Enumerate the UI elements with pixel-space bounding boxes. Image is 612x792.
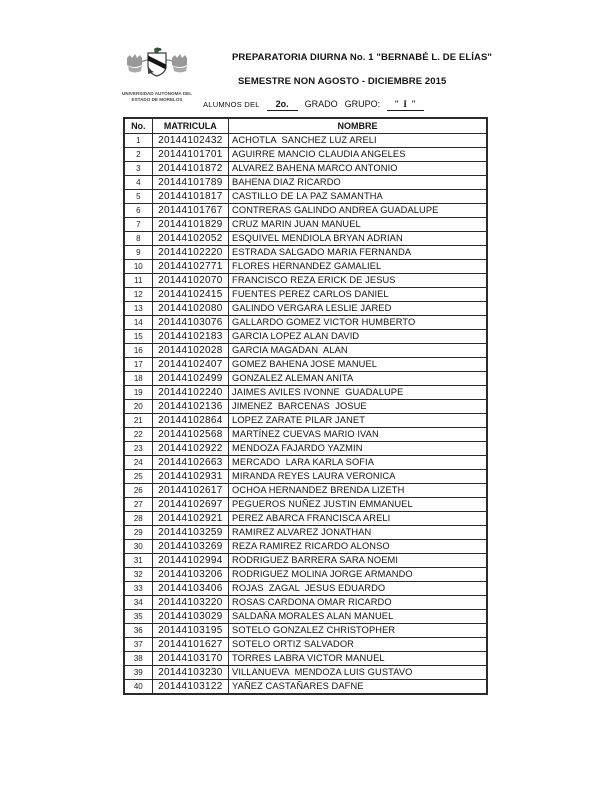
student-matricula: 20144102183 — [152, 330, 228, 344]
student-matricula: 20144101767 — [152, 204, 228, 218]
school-title: PREPARATORIA DIURNA No. 1 "BERNABÉ L. DE ELÍAS" — [231, 52, 493, 63]
table-row — [124, 302, 487, 316]
student-number: 32 — [124, 568, 152, 582]
student-number: 31 — [124, 554, 152, 568]
student-number: 16 — [124, 344, 152, 358]
student-name: GALINDO VERGARA LESLIE JARED — [229, 302, 487, 316]
student-number: 28 — [124, 512, 152, 526]
roster-body — [124, 134, 487, 695]
student-matricula: 20144102617 — [152, 484, 228, 498]
student-name: JIMENEZ BARCENAS JOSUE — [229, 400, 487, 414]
student-name: GALLARDO GOMEZ VICTOR HUMBERTO — [229, 316, 487, 330]
student-matricula: 20144103406 — [152, 582, 228, 596]
student-matricula: 20144103259 — [152, 526, 228, 540]
student-number: 10 — [124, 260, 152, 274]
student-name: GONZALEZ ALEMAN ANITA — [229, 372, 487, 386]
table-row — [124, 582, 487, 596]
student-number: 2 — [124, 148, 152, 162]
student-name: LOPEZ ZARATE PILAR JANET — [229, 414, 487, 428]
student-matricula: 20144103076 — [152, 316, 228, 330]
student-name: REZA RAMIREZ RICARDO ALONSO — [229, 540, 487, 554]
table-row — [124, 372, 487, 386]
student-number: 33 — [124, 582, 152, 596]
student-name: FUENTES PEREZ CARLOS DANIEL — [229, 288, 487, 302]
student-name: FLORES HERNANDEZ GAMALIEL — [229, 260, 487, 274]
student-matricula: 20144101817 — [152, 190, 228, 204]
table-row — [124, 148, 487, 162]
table-row — [124, 274, 487, 288]
table-row — [124, 554, 487, 568]
grade-value: 2o. — [267, 99, 298, 111]
alumnos-prefix-label: ALUMNOS DEL — [203, 100, 260, 109]
student-name: VILLANUEVA MENDOZA LUIS GUSTAVO — [229, 666, 487, 680]
table-row — [124, 666, 487, 680]
student-number: 20 — [124, 400, 152, 414]
student-matricula: 20144103170 — [152, 652, 228, 666]
student-number: 29 — [124, 526, 152, 540]
logo-caption-line1: UNIVERSIDAD AUTÓNOMA DEL — [121, 91, 193, 96]
table-row — [124, 526, 487, 540]
table-row — [124, 680, 487, 695]
student-name: ESTRADA SALGADO MARIA FERNANDA — [229, 246, 487, 260]
student-name: RAMIREZ ALVAREZ JONATHAN — [229, 526, 487, 540]
student-number: 22 — [124, 428, 152, 442]
table-row — [124, 162, 487, 176]
table-header-row — [124, 118, 487, 134]
student-matricula: 20144102136 — [152, 400, 228, 414]
table-row — [124, 218, 487, 232]
student-name: MARTÍNEZ CUEVAS MARIO IVAN — [229, 428, 487, 442]
student-number: 40 — [124, 680, 152, 695]
table-row — [124, 498, 487, 512]
student-matricula: 20144101789 — [152, 176, 228, 190]
student-name: MENDOZA FAJARDO YAZMIN — [229, 442, 487, 456]
table-row — [124, 176, 487, 190]
student-name: TORRES LABRA VICTOR MANUEL — [229, 652, 487, 666]
header-no: No. — [124, 118, 152, 134]
table-row — [124, 232, 487, 246]
student-name: RODRIGUEZ BARRERA SARA NOEMI — [229, 554, 487, 568]
student-name: BAHENA DIAZ RICARDO — [229, 176, 487, 190]
table-row — [124, 358, 487, 372]
student-number: 24 — [124, 456, 152, 470]
student-number: 3 — [124, 162, 152, 176]
header-nombre: NOMBRE — [229, 118, 487, 134]
student-number: 17 — [124, 358, 152, 372]
student-matricula: 20144102028 — [152, 344, 228, 358]
semester-subtitle: SEMESTRE NON AGOSTO - DICIEMBRE 2015 — [238, 76, 447, 87]
student-number: 13 — [124, 302, 152, 316]
table-row — [124, 414, 487, 428]
student-number: 35 — [124, 610, 152, 624]
table-row — [124, 344, 487, 358]
student-matricula: 20144103269 — [152, 540, 228, 554]
student-name: GOMEZ BAHENA JOSE MANUEL — [229, 358, 487, 372]
student-number: 23 — [124, 442, 152, 456]
roster-table — [123, 117, 488, 695]
student-number: 4 — [124, 176, 152, 190]
student-number: 8 — [124, 232, 152, 246]
table-row — [124, 316, 487, 330]
student-matricula: 20144101701 — [152, 148, 228, 162]
table-row — [124, 386, 487, 400]
student-name: OCHOA HERNANDEZ BRENDA LIZETH — [229, 484, 487, 498]
student-number: 34 — [124, 596, 152, 610]
student-number: 1 — [124, 134, 152, 148]
student-number: 12 — [124, 288, 152, 302]
table-row — [124, 330, 487, 344]
student-number: 5 — [124, 190, 152, 204]
student-matricula: 20144102080 — [152, 302, 228, 316]
student-name: GARCIA LOPEZ ALAN DAVID — [229, 330, 487, 344]
student-matricula: 20144102407 — [152, 358, 228, 372]
uaem-crest-icon — [121, 46, 193, 108]
table-row — [124, 540, 487, 554]
student-name: YAÑEZ CASTAÑARES DAFNE — [229, 680, 487, 695]
student-number: 38 — [124, 652, 152, 666]
student-matricula: 20144103230 — [152, 666, 228, 680]
table-row — [124, 456, 487, 470]
student-number: 7 — [124, 218, 152, 232]
student-number: 11 — [124, 274, 152, 288]
student-name: SOTELO GONZALEZ CHRISTOPHER — [229, 624, 487, 638]
student-name: PEGUEROS NUÑEZ JUSTIN EMMANUEL — [229, 498, 487, 512]
student-number: 21 — [124, 414, 152, 428]
student-matricula: 20144102499 — [152, 372, 228, 386]
student-name: SOTELO ORTIZ SALVADOR — [229, 638, 487, 652]
student-name: FRANCISCO REZA ERICK DE JESUS — [229, 274, 487, 288]
student-name: AGUIRRE MANCIO CLAUDIA ANGELES — [229, 148, 487, 162]
student-number: 36 — [124, 624, 152, 638]
student-matricula: 20144103220 — [152, 596, 228, 610]
student-name: JAIMES AVILES IVONNE GUADALUPE — [229, 386, 487, 400]
table-row — [124, 596, 487, 610]
student-matricula: 20144101627 — [152, 638, 228, 652]
student-name: GARCIA MAGADAN ALAN — [229, 344, 487, 358]
student-name: MERCADO LARA KARLA SOFIA — [229, 456, 487, 470]
student-matricula: 20144102864 — [152, 414, 228, 428]
student-matricula: 20144102220 — [152, 246, 228, 260]
student-number: 26 — [124, 484, 152, 498]
student-number: 27 — [124, 498, 152, 512]
student-matricula: 20144102921 — [152, 512, 228, 526]
table-row — [124, 400, 487, 414]
student-name: RODRIGUEZ MOLINA JORGE ARMANDO — [229, 568, 487, 582]
grado-label: GRADO — [304, 99, 338, 109]
student-name: ROSAS CARDONA OMAR RICARDO — [229, 596, 487, 610]
student-matricula: 20144102771 — [152, 260, 228, 274]
student-matricula: 20144103195 — [152, 624, 228, 638]
student-number: 30 — [124, 540, 152, 554]
table-row — [124, 610, 487, 624]
student-number: 25 — [124, 470, 152, 484]
student-name: CASTILLO DE LA PAZ SAMANTHA — [229, 190, 487, 204]
table-row — [124, 288, 487, 302]
student-matricula: 20144102663 — [152, 456, 228, 470]
student-matricula: 20144103122 — [152, 680, 228, 695]
student-name: CRUZ MARIN JUAN MANUEL — [229, 218, 487, 232]
group-value: " I " — [387, 99, 424, 111]
student-matricula: 20144102994 — [152, 554, 228, 568]
student-matricula: 20144102922 — [152, 442, 228, 456]
table-row — [124, 624, 487, 638]
student-number: 15 — [124, 330, 152, 344]
grupo-label: GRUPO: — [344, 99, 381, 109]
table-row — [124, 204, 487, 218]
student-matricula: 20144102931 — [152, 470, 228, 484]
student-matricula: 20144102052 — [152, 232, 228, 246]
student-matricula: 20144102432 — [152, 134, 228, 148]
student-matricula: 20144103206 — [152, 568, 228, 582]
table-row — [124, 134, 487, 148]
student-number: 19 — [124, 386, 152, 400]
student-matricula: 20144102697 — [152, 498, 228, 512]
table-row — [124, 470, 487, 484]
student-number: 18 — [124, 372, 152, 386]
table-row — [124, 246, 487, 260]
student-matricula: 20144101829 — [152, 218, 228, 232]
table-row — [124, 442, 487, 456]
table-row — [124, 652, 487, 666]
student-name: SALDAÑA MORALES ALAN MANUEL — [229, 610, 487, 624]
uaem-logo — [121, 46, 193, 108]
table-row — [124, 260, 487, 274]
header-matricula: MATRICULA — [152, 118, 228, 134]
alumnos-line — [203, 99, 424, 111]
student-number: 37 — [124, 638, 152, 652]
table-row — [124, 568, 487, 582]
student-name: CONTRERAS GALINDO ANDREA GUADALUPE — [229, 204, 487, 218]
student-name: ACHOTLA SANCHEZ LUZ ARELI — [229, 134, 487, 148]
student-matricula: 20144102568 — [152, 428, 228, 442]
student-name: MIRANDA REYES LAURA VERONICA — [229, 470, 487, 484]
student-number: 14 — [124, 316, 152, 330]
logo-caption-line2: ESTADO DE MORELOS — [131, 97, 183, 102]
student-matricula: 20144102240 — [152, 386, 228, 400]
student-number: 9 — [124, 246, 152, 260]
student-matricula: 20144102070 — [152, 274, 228, 288]
student-name: PEREZ ABARCA FRANCISCA ARELI — [229, 512, 487, 526]
table-row — [124, 190, 487, 204]
student-name: ALVAREZ BAHENA MARCO ANTONIO — [229, 162, 487, 176]
student-number: 39 — [124, 666, 152, 680]
student-matricula: 20144102415 — [152, 288, 228, 302]
student-matricula: 20144101872 — [152, 162, 228, 176]
student-number: 6 — [124, 204, 152, 218]
student-name: ESQUIVEL MENDIOLA BRYAN ADRIAN — [229, 232, 487, 246]
table-row — [124, 638, 487, 652]
table-row — [124, 512, 487, 526]
student-matricula: 20144103029 — [152, 610, 228, 624]
student-name: ROJAS ZAGAL JESUS EDUARDO — [229, 582, 487, 596]
table-row — [124, 484, 487, 498]
table-row — [124, 428, 487, 442]
